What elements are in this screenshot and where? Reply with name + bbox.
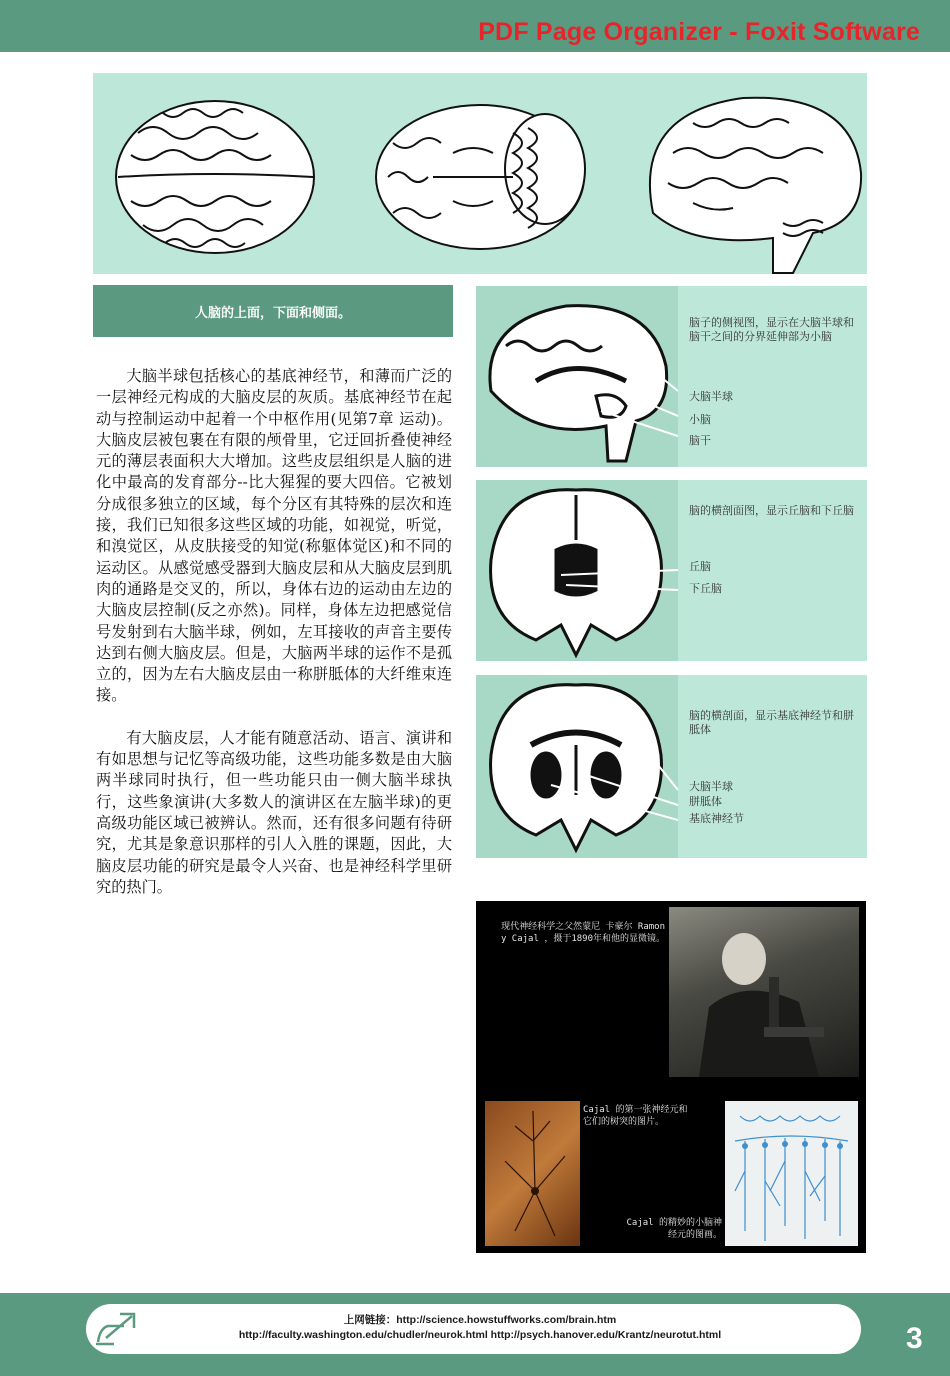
brain-top-view-icon	[116, 101, 314, 253]
cajal-portrait-photo	[669, 907, 859, 1077]
brain-views-figure	[93, 73, 867, 274]
cajal-caption: 现代神经科学之父然蒙尼 卡豪尔 Ramon y Cajal ，摄于1890年和他的显微镜。	[500, 922, 665, 944]
brain-bottom-view-icon	[376, 105, 585, 249]
brain-side-view-icon	[650, 98, 861, 273]
panel-basal-ganglia	[476, 675, 867, 858]
panel-label: 大脑半球	[689, 390, 733, 403]
cerebellum-caption: Cajal 的精妙的小脑神经元的图画。	[626, 1218, 722, 1240]
panel-title: 脑的横剖面图，显示丘脑和下丘脑	[689, 504, 854, 517]
panel-label: 基底神经节	[689, 812, 744, 825]
footer-link-line[interactable]: http://faculty.washington.edu/chudler/neurok.html http://psych.hanover.edu/Krantz/neurotut.html	[238, 1329, 722, 1341]
brain-sagittal-icon	[476, 286, 678, 467]
article-paragraph: 有大脑皮层，人才能有随意活动、语言、演讲和有如思想与记忆等高级功能，这些功能多数是由大脑两半球同时执行，但一些功能只由一侧大脑半球执行，这些象演讲(大多数人的演讲区在左脑半球)的更高级功能区域已被辨认。然而，还有很多问题有待研究，尤其是象意识那样的引人入胜的课题，因此，大脑皮层功能的研究是最令人兴奋、也是神经科学里研究的热门。	[96, 728, 452, 896]
footer-link-line[interactable]: 上网链接：http://science.howstuffworks.com/brain.htm	[343, 1314, 617, 1326]
panel-title: 脑的横剖面，显示基底神经节和胼胝体	[689, 709, 854, 736]
panel-label: 大脑半球	[689, 780, 733, 793]
article-paragraph: 大脑半球包括核心的基底神经节，和薄而广泛的一层神经元构成的大脑皮层的灰质。基底神经节在起动与控制运动中起着一个中枢作用(见第7章 运动)。大脑皮层被包裹在有限的颅骨里，它迂回折叠使神经元的薄层表面积大大增加。这些皮层组织是人脑的进化中最高的发育部分--比大猩猩的要大四倍。它被划分成很多独立的区域，每个分区有其特殊的层次和连接，我们已知很多这些区域的功能，如视觉，听觉，和溴觉区，从皮肤接受的知觉(称躯体觉区)和不同的运动区。从感觉感受器到大脑皮层和从大脑皮层到肌肉的通路是交叉的，所以，身体右边的运动由左边的大脑皮层控制(反之亦然)。同样，身体左边把感觉信号发射到右大脑半球，例如，左耳接收的声音主要传达到右侧大脑皮层。但是，大脑两半球的运作不是孤立的，因为左右大脑皮层由一称胼胝体的大纤维束连接。	[96, 367, 452, 705]
brain-coronal-thalamus-icon	[476, 480, 678, 661]
footer-links	[150, 1313, 810, 1343]
cajal-photo-box	[476, 901, 866, 1253]
panel-label: 脑干	[689, 434, 711, 447]
article-body	[96, 366, 452, 898]
brain-drawings	[93, 73, 867, 274]
panel-label: 小脑	[689, 413, 711, 426]
arrow-link-icon	[94, 1308, 144, 1348]
neuron-drawing-photo	[485, 1101, 580, 1246]
panel-label: 下丘脑	[689, 582, 722, 595]
brain-coronal-basal-icon	[476, 675, 678, 858]
panel-title: 脑子的侧视图，显示在大脑半球和脑干之间的分界延伸部为小脑	[689, 316, 854, 343]
figure-caption: 人脑的上面，下面和侧面。	[93, 285, 453, 337]
panel-label: 胼胝体	[689, 795, 722, 808]
page-number: 3	[906, 1322, 923, 1355]
cerebellum-drawing-photo	[725, 1101, 858, 1246]
brand-title: PDF Page Organizer - Foxit Software	[478, 18, 920, 46]
neuron-caption: Cajal 的第一张神经元和它们的树突的图片。	[583, 1105, 688, 1127]
panel-label: 丘脑	[689, 560, 711, 573]
panel-thalamus	[476, 480, 867, 661]
panel-side-view	[476, 286, 867, 467]
